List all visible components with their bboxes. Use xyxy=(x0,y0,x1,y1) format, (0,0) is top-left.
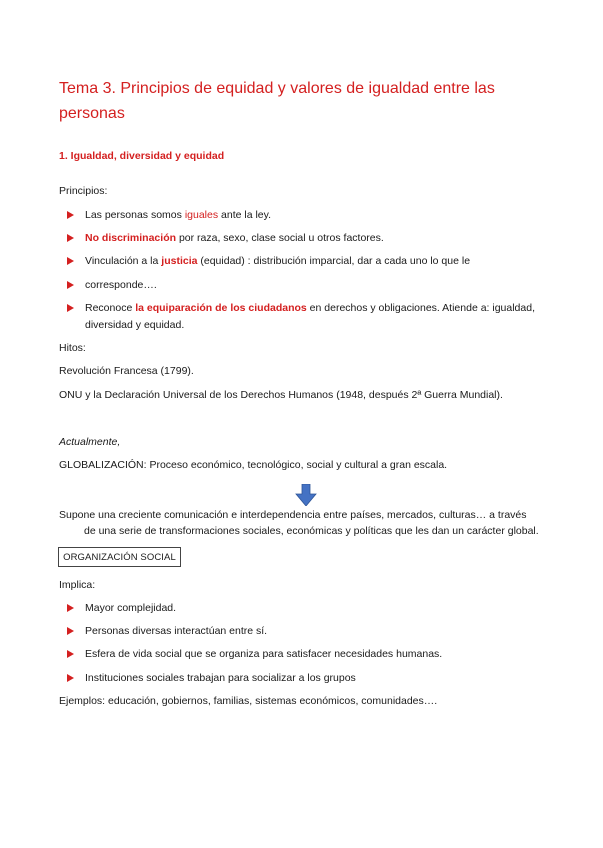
list-item-highlight: iguales xyxy=(184,209,219,221)
section-heading: 1. Igualdad, diversidad y equidad xyxy=(59,150,225,162)
list-item: Esfera de vida social que se organiza para satisfacer necesidades humanas. xyxy=(85,648,443,660)
list-item-text: en derechos y obligaciones. Atiende a: igualdad, xyxy=(306,302,535,314)
bullet-arrow-icon xyxy=(67,257,74,265)
list-item-highlight: la equiparación de los ciudadanos xyxy=(135,302,307,314)
actualmente-label: Actualmente, xyxy=(59,436,121,448)
bullet-arrow-icon xyxy=(67,674,74,682)
bullet-arrow-icon xyxy=(67,304,74,312)
supone-text-line1: Supone una creciente comunicación e interdependencia entre países, mercados, culturas… a través xyxy=(59,509,527,521)
list-item-text: por raza, sexo, clase social u otros factores. xyxy=(176,232,384,244)
list-item: Instituciones sociales trabajan para socializar a los grupos xyxy=(85,672,356,684)
ejemplos-text: Ejemplos: educación, gobiernos, familias, sistemas económicos, comunidades…. xyxy=(59,695,438,707)
list-item: Mayor complejidad. xyxy=(85,602,177,614)
bullet-arrow-icon xyxy=(67,234,74,242)
bullet-arrow-icon xyxy=(67,211,74,219)
list-item xyxy=(85,231,384,245)
principles-label: Principios: xyxy=(59,185,108,197)
list-item xyxy=(85,208,271,222)
globalizacion-text: GLOBALIZACIÓN: Proceso económico, tecnológico, social y cultural a gran escala. xyxy=(59,459,448,471)
list-item: Personas diversas interactúan entre sí. xyxy=(85,625,268,637)
list-item xyxy=(85,301,535,315)
list-item-text: ante la ley. xyxy=(218,209,272,221)
list-item-text: corresponde…. xyxy=(85,279,157,291)
list-item-text: Reconoce xyxy=(85,302,136,314)
list-item-continuation: diversidad y equidad. xyxy=(85,319,185,331)
bullet-arrow-icon xyxy=(67,281,74,289)
bullet-arrow-icon xyxy=(67,627,74,635)
implica-label: Implica: xyxy=(59,579,96,591)
list-item-text: (equidad) : distribución imparcial, dar a cada uno lo que le xyxy=(197,255,471,267)
list-item xyxy=(85,278,157,292)
organizacion-social-box: ORGANIZACIÓN SOCIAL xyxy=(58,547,181,567)
list-item-highlight: No discriminación xyxy=(85,232,177,244)
bullet-arrow-icon xyxy=(67,650,74,658)
hitos-label: Hitos: xyxy=(59,342,86,354)
supone-text-line2: de una serie de transformaciones sociales, económicas y políticas que les dan un carácter global. xyxy=(84,525,539,537)
list-item-text: Vinculación a la xyxy=(85,255,162,267)
hito-item: ONU y la Declaración Universal de los Derechos Humanos (1948, después 2ª Guerra Mundial). xyxy=(59,389,503,401)
list-item xyxy=(85,254,470,268)
list-item-text: Las personas somos xyxy=(85,209,185,221)
list-item-highlight: justicia xyxy=(161,255,198,267)
page-title-line2: personas xyxy=(59,105,125,122)
hito-item: Revolución Francesa (1799). xyxy=(59,365,194,377)
bullet-arrow-icon xyxy=(67,604,74,612)
page-title-line1: Tema 3. Principios de equidad y valores de igualdad entre las xyxy=(59,80,495,97)
down-arrow-icon xyxy=(295,484,317,506)
